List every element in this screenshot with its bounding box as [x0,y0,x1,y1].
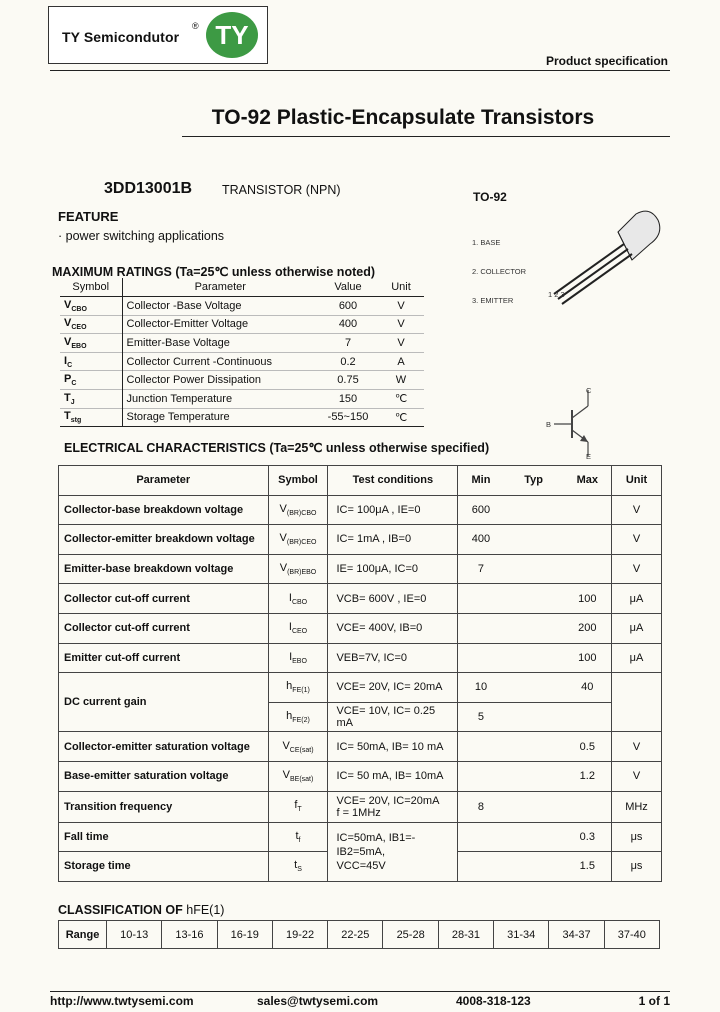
table-row [60,390,424,409]
unit: μA [612,584,662,614]
max-ratings-heading: MAXIMUM RATINGS (Ta=25℃ unless otherwise noted) [52,265,375,279]
parameter: Transition frequency [59,791,269,822]
symbol: I [289,650,293,663]
test-condition: VCC=45V [336,859,386,872]
value: 600 [338,299,358,312]
typ [504,554,564,584]
unit: μs [612,822,662,852]
title-rule [182,136,670,137]
parameter: Collector-Emitter Voltage [126,318,249,331]
unit: V [612,732,662,762]
max: 40 [564,673,612,703]
max [564,791,612,822]
symbol: f [294,799,298,812]
footer-rule [50,991,670,992]
test-condition: IC= 50mA, IB= 10 mA [328,732,458,762]
parameter: Collector-emitter breakdown voltage [59,525,269,555]
parameter: Fall time [59,822,269,852]
symbol-pin-emitter: E [586,452,592,461]
col-header: Test conditions [328,466,458,496]
symbol: V [64,335,72,348]
symbol-sub: (BR)CEO [286,539,317,547]
table-row [60,334,424,353]
col-header: Value [318,278,378,297]
unit: V [612,761,662,791]
value: 400 [338,318,358,331]
symbol-sub: EBO [292,657,307,665]
symbol-sub: stg [70,417,82,425]
max: 0.5 [564,732,612,762]
symbol: V [279,502,287,515]
range-cell: 13-16 [162,921,217,949]
symbol-sub: CE(sat) [289,746,314,754]
max: 100 [564,584,612,614]
unit: A [397,355,405,368]
symbol-pin-collector: C [586,386,592,395]
range-cell: 19-22 [272,921,327,949]
max [564,495,612,525]
symbol: T [64,410,71,423]
typ [504,673,564,703]
symbol: I [288,621,292,634]
logo-text: TY Semicondutor [62,29,180,45]
symbol-sub: J [70,398,75,406]
table-row [60,408,424,427]
col-header: Symbol [60,278,122,297]
symbol: P [64,373,72,386]
symbol-sub: f [298,836,301,844]
symbol-sub: CEO [291,628,308,636]
col-header: Parameter [122,278,318,297]
typ [504,761,564,791]
product-specification-label: Product specification [545,54,668,68]
part-type: TRANSISTOR (NPN) [222,183,341,197]
registered-mark: ® [192,21,199,31]
unit: MHz [612,791,662,822]
unit: V [612,554,662,584]
test-condition: VCE= 400V, IB=0 [328,613,458,643]
col-header: Unit [378,278,424,297]
table-row [59,643,662,673]
test-condition: VCE= 20V, IC= 20mA [328,673,458,703]
range-cell: 16-19 [217,921,272,949]
part-number: 3DD13001B [104,180,193,197]
typ [504,643,564,673]
unit: μA [612,613,662,643]
symbol: h [286,680,293,693]
test-condition: f = 1MHz [336,806,381,819]
parameter: Junction Temperature [126,392,233,405]
range-cell: 31-34 [494,921,549,949]
symbol-sub: (BR)CBO [286,509,317,517]
value: 150 [338,392,358,405]
test-condition: VEB=7V, IC=0 [328,643,458,673]
col-header: Parameter [59,466,269,496]
table-row [59,495,662,525]
symbol: V [64,317,72,330]
unit: ℃ [394,393,408,406]
parameter: Base-emitter saturation voltage [59,761,269,791]
unit: V [397,299,405,312]
unit: V [397,318,405,331]
symbol: T [64,391,71,404]
max: 1.2 [564,761,612,791]
table-row [60,352,424,371]
min [458,822,504,852]
parameter: DC current gain [59,673,269,732]
package-pin-numbers: 1 2 3 [548,290,565,299]
parameter: Collector-base breakdown voltage [59,495,269,525]
parameter: Collector -Base Voltage [126,299,242,312]
symbol-pin-base: B [546,420,552,429]
symbol: I [288,591,292,604]
min [458,643,504,673]
min: 8 [458,791,504,822]
typ [504,584,564,614]
max-ratings-table [60,278,424,427]
parameter: Storage time [59,852,269,882]
value: -55~150 [327,411,369,424]
parameter: Collector Power Dissipation [126,374,261,387]
symbol: I [64,354,68,367]
range-cell: 25-28 [383,921,438,949]
symbol: V [282,769,290,782]
max [564,554,612,584]
table-row [60,315,424,334]
symbol: V [279,532,287,545]
max: 100 [564,643,612,673]
classification-heading [58,903,224,917]
unit: W [395,374,407,387]
unit [612,702,662,732]
electrical-characteristics-table [58,465,662,882]
typ [504,525,564,555]
col-header: Typ [504,466,564,496]
page-title: TO-92 Plastic-Encapsulate Transistors [211,106,595,129]
col-header: Max [564,466,612,496]
typ [504,852,564,882]
typ [504,495,564,525]
min: 7 [458,554,504,584]
table-row [59,525,662,555]
symbol-sub: CEO [71,324,87,332]
symbol-sub: CBO [291,598,308,606]
feature-heading: FEATURE [58,209,119,224]
feature-item: · power switching applications [58,229,225,243]
logo-circle: TY [206,12,258,58]
header-rule [50,70,670,71]
parameter: Emitter cut-off current [59,643,269,673]
footer-url[interactable]: http://www.twtysemi.com [50,994,194,1008]
range-cell: 22-25 [328,921,383,949]
pin-label-emitter: 3. EMITTER [472,296,514,305]
parameter: Collector-emitter saturation voltage [59,732,269,762]
test-condition: VCB= 600V , IE=0 [328,584,458,614]
min [458,584,504,614]
min: 600 [458,495,504,525]
min [458,852,504,882]
footer-email[interactable]: sales@twtysemi.com [257,994,379,1008]
col-header: Symbol [268,466,328,496]
parameter: Storage Temperature [126,411,230,424]
symbol-sub: T [297,806,302,814]
parameter: Collector cut-off current [59,584,269,614]
max: 200 [564,613,612,643]
table-row [59,921,660,949]
unit: ℃ [394,411,408,424]
symbol-sub: FE(1) [292,687,310,695]
pin-label-collector: 2. COLLECTOR [472,267,527,276]
classification-table [58,920,660,949]
max [564,525,612,555]
col-header: Unit [612,466,662,496]
typ [504,791,564,822]
test-condition: VCE= 20V, IC=20mA [336,794,440,807]
table-row [60,297,424,316]
unit: V [612,525,662,555]
symbol: t [295,829,299,842]
parameter: Emitter-Base Voltage [126,337,230,350]
unit: V [612,495,662,525]
max: 0.3 [564,822,612,852]
range-label: Range [59,921,107,949]
classification-heading-symbol: hFE(1) [186,903,225,917]
typ [504,822,564,852]
max [564,702,612,732]
symbol-sub: CBO [71,305,87,313]
test-condition: IC=50mA, IB1=-IB2=5mA, [336,831,416,858]
symbol: V [282,739,290,752]
symbol-sub: C [71,380,77,388]
symbol-sub: S [297,866,302,874]
value: 0.75 [337,374,359,387]
table-row [59,791,662,822]
parameter: Collector cut-off current [59,613,269,643]
range-cell: 34-37 [549,921,604,949]
min: 400 [458,525,504,555]
min [458,761,504,791]
unit [612,673,662,703]
test-condition: IC= 100μA , IE=0 [328,495,458,525]
col-header: Min [458,466,504,496]
symbol-sub: BE(sat) [289,776,314,784]
test-condition: IC= 50 mA, IB= 10mA [328,761,458,791]
footer-page-number: 1 of 1 [638,994,670,1008]
value: 7 [344,337,352,350]
package-title: TO-92 [473,190,507,204]
table-row [59,613,662,643]
range-cell: 37-40 [604,921,659,949]
typ [504,732,564,762]
table-row [59,732,662,762]
symbol: h [286,709,293,722]
parameter: Collector Current -Continuous [126,355,273,368]
value: 0.2 [340,355,356,368]
footer-phone: 4008-318-123 [456,994,531,1008]
symbol-sub: EBO [71,343,87,351]
range-cell: 28-31 [438,921,493,949]
table-row [59,554,662,584]
table-row [59,822,662,852]
symbol-sub: C [67,361,73,369]
min: 5 [458,702,504,732]
symbol: V [279,561,288,574]
unit: μs [612,852,662,882]
pin-label-base: 1. BASE [472,238,501,247]
test-condition: IE= 100μA, IC=0 [328,554,458,584]
symbol-sub: FE(2) [292,717,310,725]
table-row [59,673,662,703]
test-condition: IC= 1mA , IB=0 [328,525,458,555]
test-condition: VCE= 10V, IC= 0.25 mA [328,702,458,732]
symbol-sub: (BR)EBO [287,569,317,577]
max: 1.5 [564,852,612,882]
typ [504,702,564,732]
unit: μA [612,643,662,673]
min [458,613,504,643]
unit: V [397,337,405,350]
symbol: V [64,298,72,311]
min: 10 [458,673,504,703]
table-row [60,371,424,390]
min [458,732,504,762]
symbol: t [294,859,298,872]
parameter: Emitter-base breakdown voltage [59,554,269,584]
range-cell: 10-13 [107,921,162,949]
table-row [59,584,662,614]
electrical-heading: ELECTRICAL CHARACTERISTICS (Ta=25℃ unless otherwise specified) [64,441,490,455]
typ [504,613,564,643]
table-row [59,761,662,791]
classification-heading-text: CLASSIFICATION OF [58,903,183,917]
